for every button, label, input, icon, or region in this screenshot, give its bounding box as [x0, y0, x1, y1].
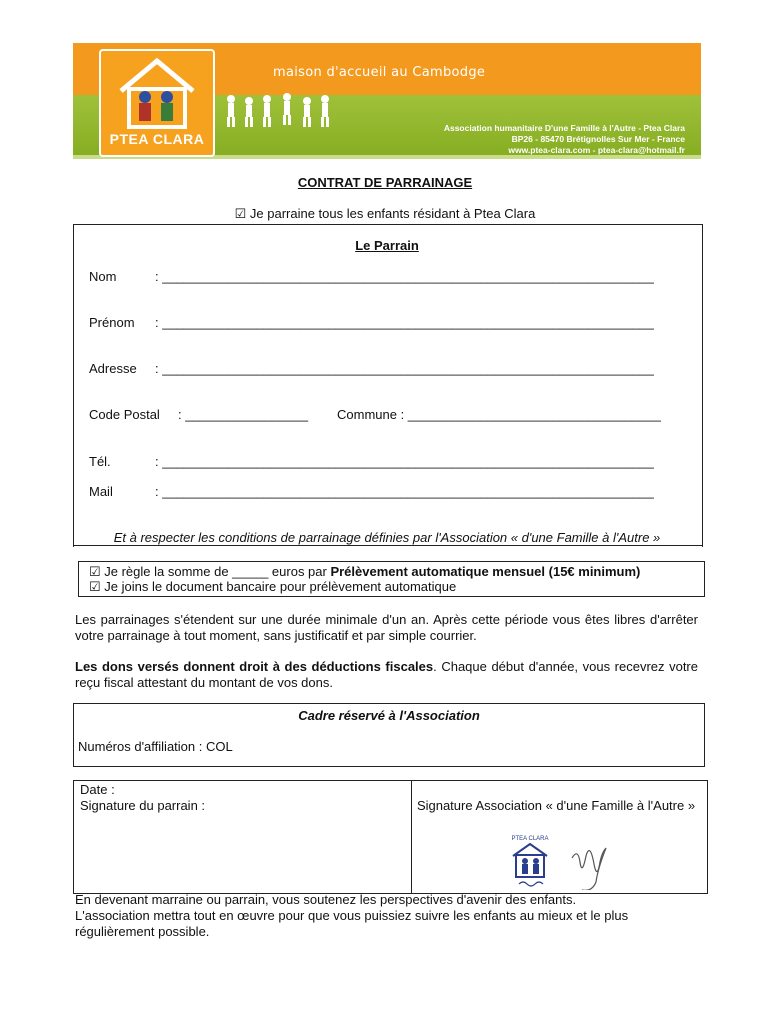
parrain-signature-label: Signature du parrain :	[80, 798, 206, 813]
tax-paragraph	[75, 659, 698, 691]
logo-text: PTEA CLARA	[109, 131, 205, 147]
stamp-text: PTEA CLARA	[511, 836, 549, 842]
parrain-title: Le Parrain	[355, 238, 419, 253]
signature-divider	[411, 781, 412, 893]
code-postal-field[interactable]: : _________________	[178, 407, 309, 422]
adresse-label: Adresse	[89, 361, 137, 376]
tel-label: Tél.	[89, 454, 111, 469]
duration-paragraph: Les parrainages s'étendent sur une durée minimale d'un an. Après cette période vous êtes libres d'arrêter votre parrainage à tout moment, sans justificatif et par simple courrier.	[75, 612, 698, 643]
bank-document-checkbox-label[interactable]: ☑ Je joins le document bancaire pour prélèvement automatique	[89, 579, 457, 594]
association-contact: www.ptea-clara.com - ptea-clara@hotmail.fr	[508, 145, 685, 155]
closing-line-2: L'association mettra tout en œuvre pour que vous puissiez suivre les enfants au mieux et le plus régulièrement possible.	[75, 908, 629, 939]
payment-amount-row[interactable]	[89, 564, 640, 580]
children-silhouettes-icon	[223, 91, 333, 131]
closing-line-1: En devenant marraine ou parrain, vous soutenez les perspectives d'avenir des enfants.	[75, 892, 577, 907]
association-info	[444, 123, 685, 156]
nom-field[interactable]: : ____________________________________________________________________	[155, 269, 654, 284]
tax-deduction-bold: Les dons versés donnent droit à des déductions fiscales	[75, 659, 434, 674]
association-reserved-title: Cadre réservé à l'Association	[298, 708, 480, 723]
house-children-icon	[101, 51, 213, 131]
mail-field[interactable]: : ____________________________________________________________________	[155, 484, 654, 499]
closing-paragraph	[75, 892, 703, 940]
association-address: BP26 - 85470 Brétignolles Sur Mer - France	[511, 134, 685, 144]
nom-label: Nom	[89, 269, 117, 284]
ptea-clara-logo	[99, 49, 215, 157]
adresse-field[interactable]: : ____________________________________________________________________	[155, 361, 654, 376]
tel-field[interactable]: : ____________________________________________________________________	[155, 454, 654, 469]
date-label: Date :	[80, 782, 115, 797]
association-stamp-icon	[505, 832, 555, 888]
payment-amount-text: ☑ Je règle la somme de _____ euros par	[89, 564, 331, 579]
header-banner	[73, 43, 701, 159]
page-title: CONTRAT DE PARRAINAGE	[297, 175, 473, 190]
section-divider	[73, 545, 703, 546]
association-signature-label: Signature Association « d'une Famille à l'Autre »	[416, 798, 696, 813]
mail-label: Mail	[89, 484, 113, 499]
association-name: Association humanitaire D'une Famille à l'Autre - Ptea Clara	[443, 123, 685, 133]
payment-section	[78, 561, 705, 597]
sponsor-all-checkbox-label[interactable]: ☑ Je parraine tous les enfants résidant à Ptea Clara	[234, 206, 536, 221]
payment-method-bold: Prélèvement automatique mensuel (15€ minimum)	[330, 564, 641, 579]
prenom-label: Prénom	[89, 315, 135, 330]
prenom-field[interactable]: : ____________________________________________________________________	[155, 315, 654, 330]
code-postal-label: Code Postal	[89, 407, 160, 422]
commune-field[interactable]: Commune : ___________________________________	[337, 407, 661, 422]
handwritten-signature-icon	[566, 838, 626, 890]
banner-tagline: maison d'accueil au Cambodge	[273, 65, 486, 80]
affiliation-numbers: Numéros d'affiliation : COL	[78, 739, 233, 754]
conditions-text: Et à respecter les conditions de parrainage définies par l'Association « d'une Famille à l'Autre »	[113, 530, 661, 545]
tax-receipt-text: . Chaque début d'année, vous recevrez votre reçu fiscal attestant du montant de vos dons.	[75, 659, 698, 690]
